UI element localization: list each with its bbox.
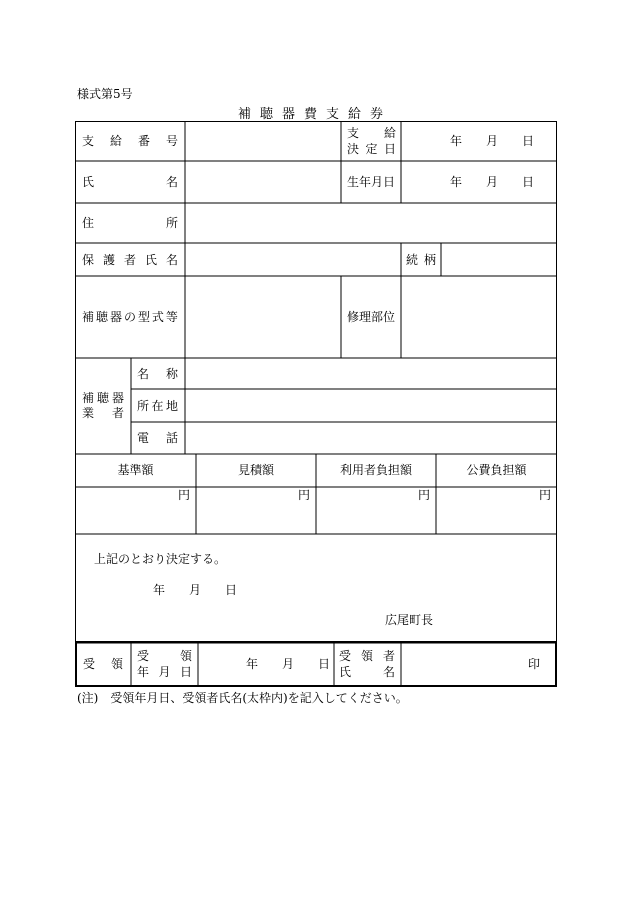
label-receipt: 受 領 (83, 657, 123, 671)
label-address: 住 所 (82, 216, 178, 230)
yen-estimate: 円 (297, 488, 310, 502)
label-receipt-date-2: 年 月 日 (137, 665, 192, 679)
yen-base-amount: 円 (177, 488, 190, 502)
decision-date-year: 年 (450, 134, 463, 148)
birthdate-month: 月 (486, 175, 499, 189)
label-payment-decision-2: 決 定 日 (347, 142, 396, 156)
yen-public-burden: 円 (538, 488, 551, 502)
label-relationship: 続 柄 (406, 253, 436, 267)
form-number: 様式第5号 (77, 87, 133, 101)
label-name: 氏 名 (82, 175, 178, 189)
yen-user-burden: 円 (417, 488, 430, 502)
mayor-signature: 広尾町長 (385, 613, 434, 627)
label-vendor-1: 補 聴 器 (82, 391, 124, 405)
decision-month: 月 (189, 583, 202, 597)
decision-year: 年 (153, 583, 166, 597)
label-user-burden: 利用者負担額 (339, 463, 412, 477)
label-model: 補 聴 器 の 型 式 等 (82, 310, 178, 324)
label-vendor-address: 所 在 地 (137, 399, 178, 413)
label-receiver-1: 受 領 者 (339, 649, 395, 663)
label-birthdate: 生年月日 (347, 175, 396, 189)
voucher-form (75, 121, 557, 688)
label-payment-number: 支 給 番 号 (82, 134, 178, 148)
label-repair-part: 修理部位 (347, 310, 396, 324)
receipt-month: 月 (282, 657, 295, 671)
birthdate-year: 年 (450, 175, 463, 189)
receipt-day: 日 (318, 657, 331, 671)
decision-text: 上記のとおり決定する。 (94, 552, 227, 566)
seal-mark: 印 (527, 657, 540, 671)
label-estimate: 見積額 (237, 463, 274, 477)
label-guardian-name: 保 護 者 氏 名 (82, 253, 178, 267)
label-receiver-2: 氏 名 (339, 665, 395, 679)
decision-date-day: 日 (522, 134, 535, 148)
form-title: 補聴器費支給券 (237, 107, 392, 122)
label-vendor-2: 業 者 (82, 406, 124, 420)
label-receipt-date-1: 受 領 (137, 649, 192, 663)
label-base-amount: 基準額 (117, 463, 154, 477)
footnote: (注) 受領年月日、受領者氏名(太枠内)を記入してください。 (77, 691, 408, 705)
decision-date-month: 月 (486, 134, 499, 148)
label-vendor-phone: 電 話 (137, 431, 178, 445)
label-vendor-name: 名 称 (137, 367, 178, 381)
label-public-burden: 公費負担額 (466, 463, 527, 477)
receipt-year: 年 (246, 657, 259, 671)
label-payment-decision-1: 支 給 (347, 126, 396, 140)
birthdate-day: 日 (522, 175, 535, 189)
decision-day: 日 (225, 583, 238, 597)
